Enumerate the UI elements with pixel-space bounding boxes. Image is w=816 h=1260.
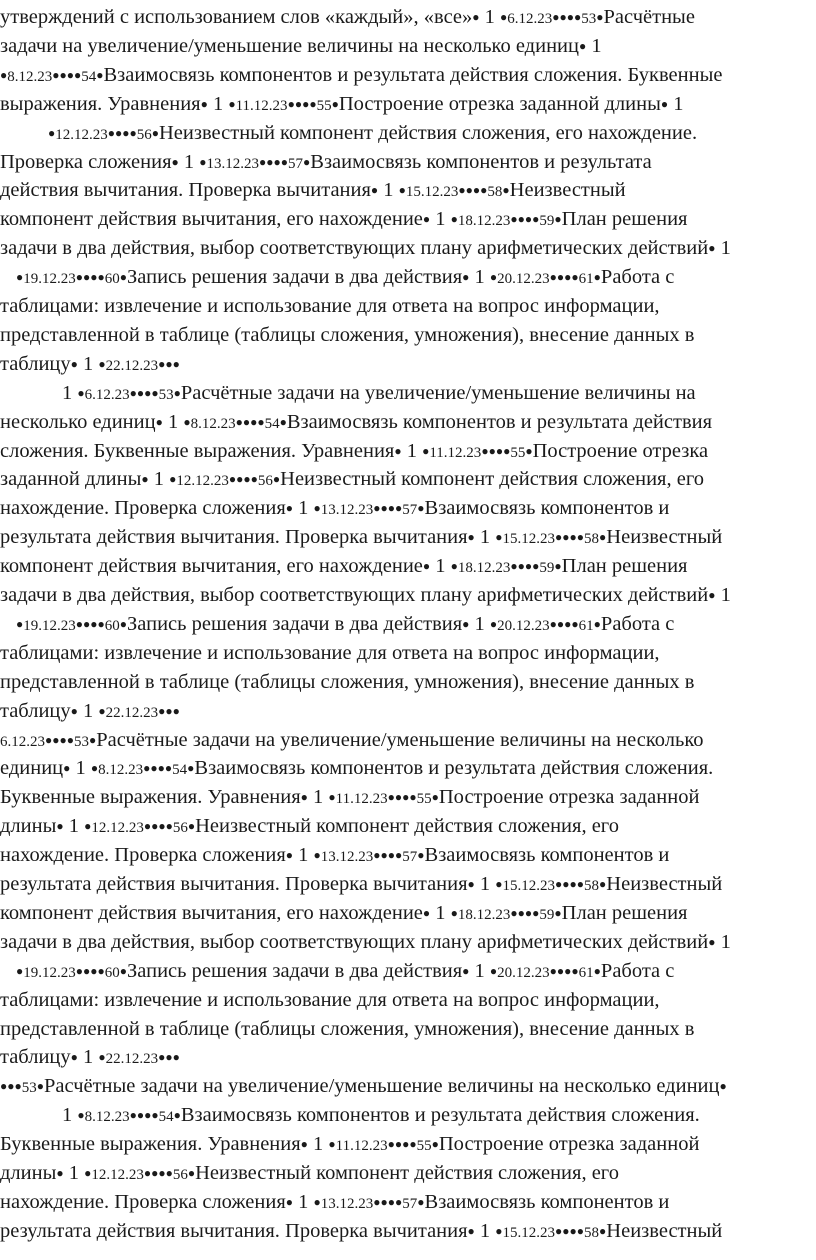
bullet: ●: [458, 183, 466, 198]
bullet: ●: [380, 501, 388, 516]
document-line: Буквенные выражения. Уравнения● 1 ●11.12.23●●●●55●Построение отрезка заданной: [0, 786, 700, 809]
bullet: ●: [387, 501, 396, 516]
bullet: ●: [564, 270, 572, 285]
bullet: ●: [200, 96, 208, 111]
bullet: ●: [481, 443, 489, 458]
bullet: ●: [164, 761, 173, 776]
bullet: ●: [562, 1223, 570, 1238]
document-line: таблицами: извлечение и использование для ответа на вопрос информации,: [0, 988, 660, 1011]
bullet: ●: [599, 1223, 607, 1238]
bullet: ●: [70, 1050, 78, 1065]
bullet: ●: [417, 1194, 425, 1209]
bullet: ●: [75, 963, 83, 978]
document-line: таблицу● 1 ●22.12.23●●●: [0, 352, 180, 375]
bullet: ●: [98, 1050, 106, 1065]
document-line: 1 ●6.12.23●●●●53●Расчётные задачи на увеличение/уменьшение величины на: [62, 381, 696, 404]
bullet: ●: [554, 559, 562, 574]
bullet: ●: [576, 530, 585, 545]
bullet: ●: [571, 963, 579, 978]
document-line: таблицу● 1 ●22.12.23●●●: [0, 699, 180, 722]
document-line: компонент действия вычитания, его нахождение● 1 ●18.12.23●●●●59●План решения: [0, 555, 688, 578]
bullet: ●: [187, 1166, 196, 1180]
bullet: ●: [380, 1194, 388, 1209]
bullet: ●: [165, 356, 173, 371]
document-line: таблицами: извлечение и использование для ответа на вопрос информации,: [0, 295, 660, 317]
bullet: ●: [331, 96, 339, 111]
bullet: ●: [129, 125, 137, 140]
bullet: ●: [280, 154, 289, 169]
bullet: ●: [719, 1079, 727, 1094]
bullet: ●: [236, 472, 244, 487]
bullet: ●: [489, 963, 498, 978]
bullet: ●: [63, 761, 71, 776]
bullet: ●: [660, 96, 669, 111]
bullet: ●: [417, 501, 425, 516]
document-line: компонент действия вычитания, его нахождение● 1 ●18.12.23●●●●59●План решения: [0, 901, 688, 924]
document-line: 1 ●8.12.23●●●●54●Взаимосвязь компонентов и результата действия сложения.: [62, 1104, 700, 1127]
document-line: ●12.12.23●●●●56●Неизвестный компонент действия сложения, его нахождение.: [48, 121, 698, 144]
bullet: ●: [395, 1194, 403, 1209]
bullet: ●: [66, 67, 74, 82]
bullet: ●: [524, 905, 533, 920]
bullet: ●: [0, 67, 8, 82]
bullet: ●: [56, 819, 64, 834]
bullet: ●: [574, 10, 582, 24]
bullet: ●: [422, 905, 431, 920]
bullet: ●: [373, 1194, 381, 1209]
bullet: ●: [97, 616, 105, 631]
bullet: ●: [66, 732, 74, 747]
bullet: ●: [158, 1166, 166, 1180]
bullet: ●: [89, 732, 97, 747]
bullet: ●: [569, 877, 577, 891]
bullet: ●: [556, 963, 565, 978]
bullet: ●: [187, 819, 196, 834]
bullet: ●: [119, 270, 127, 285]
bullet: ●: [462, 616, 470, 631]
bullet: ●: [555, 877, 563, 891]
bullet: ●: [151, 1108, 159, 1123]
bullet: ●: [576, 877, 585, 891]
bullet: ●: [431, 1137, 439, 1152]
bullet: ●: [387, 790, 395, 805]
bullet: ●: [52, 67, 60, 82]
bullet: ●: [422, 443, 430, 458]
bullet: ●: [465, 183, 473, 198]
bullet: ●: [52, 732, 60, 747]
bullet: ●: [373, 501, 381, 516]
bullet: ●: [559, 10, 567, 24]
bullet: ●: [172, 703, 180, 718]
bullet: ●: [313, 501, 321, 516]
bullet: ●: [115, 125, 123, 140]
bullet: ●: [272, 472, 281, 487]
bullet: ●: [450, 559, 458, 574]
bullet: ●: [467, 877, 475, 891]
bullet: ●: [83, 270, 91, 285]
bullet: ●: [143, 1166, 152, 1180]
bullet: ●: [387, 1137, 395, 1152]
bullet: ●: [472, 183, 481, 198]
document-line: нахождение. Проверка сложения● 1 ●13.12.23●●●●57●Взаимосвязь компонентов и: [0, 844, 670, 867]
bullet: ●: [394, 1137, 403, 1152]
document-line: таблицу● 1 ●22.12.23●●●: [0, 1046, 180, 1069]
document-line: задачи в два действия, выбор соответствующих плану арифметических действий● 1: [0, 930, 731, 953]
bullet: ●: [431, 790, 439, 805]
document-line: длины● 1 ●12.12.23●●●●56●Неизвестный компонент действия сложения, его: [0, 815, 619, 838]
document-line: нахождение. Проверка сложения● 1 ●13.12.23●●●●57●Взаимосвязь компонентов и: [0, 497, 670, 520]
bullet: ●: [183, 414, 191, 429]
bullet: ●: [552, 10, 560, 24]
document-line: задачи в два действия, выбор соответствующих плану арифметических действий● 1: [0, 584, 731, 606]
bullet: ●: [187, 761, 195, 776]
bullet: ●: [257, 414, 265, 429]
bullet: ●: [467, 1223, 475, 1238]
bullet: ●: [489, 616, 498, 631]
bullet: ●: [517, 559, 525, 574]
bullet: ●: [495, 1223, 503, 1238]
bullet: ●: [300, 1137, 308, 1152]
bullet: ●: [495, 877, 503, 891]
bullet: ●: [409, 790, 417, 805]
bullet: ●: [302, 96, 310, 111]
bullet: ●: [555, 1223, 563, 1238]
bullet: ●: [596, 10, 604, 24]
bullet: ●: [556, 616, 565, 631]
bullet: ●: [578, 38, 587, 53]
bullet: ●: [171, 154, 179, 169]
bullet: ●: [480, 183, 488, 198]
bullet: ●: [97, 270, 105, 285]
bullet: ●: [45, 732, 53, 747]
bullet: ●: [462, 270, 470, 285]
bullet: ●: [90, 270, 98, 285]
bullet: ●: [525, 443, 533, 458]
bullet: ●: [566, 10, 575, 24]
bullet: ●: [395, 501, 403, 516]
bullet: ●: [489, 270, 498, 285]
bullet: ●: [90, 761, 99, 776]
document-line: задачи в два действия, выбор соответствующих плану арифметических действий● 1: [0, 237, 731, 260]
bullet: ●: [524, 212, 533, 227]
document-line: компонент действия вычитания, его нахождение● 1 ●18.12.23●●●●59●План решения: [0, 208, 688, 231]
bullet: ●: [502, 183, 510, 198]
bullet: ●: [285, 1194, 294, 1209]
document-line: ●8.12.23●●●●54●Взаимосвязь компонентов и результата действия сложения. Буквенные: [0, 63, 723, 86]
bullet: ●: [84, 1166, 92, 1180]
document-line: сложения. Буквенные выражения. Уравнения● 1 ●11.12.23●●●●55●Построение отрезка: [0, 439, 709, 462]
bullet: ●: [266, 154, 274, 169]
bullet: ●: [165, 1166, 173, 1180]
bullet: ●: [250, 414, 258, 429]
bullet: ●: [75, 270, 83, 285]
bullet: ●: [250, 472, 258, 487]
bullet: ●: [59, 732, 67, 747]
document-line: нахождение. Проверка сложения● 1 ●13.12.23●●●●57●Взаимосвязь компонентов и: [0, 1190, 670, 1213]
bullet: ●: [59, 67, 67, 82]
bullet: ●: [387, 848, 396, 863]
bullet: ●: [510, 905, 518, 920]
document-line: 6.12.23●●●●53●Расчётные задачи на увеличение/уменьшение величины на несколько: [0, 728, 704, 751]
bullet: ●: [96, 67, 104, 82]
bullet: ●: [564, 616, 572, 631]
bullet: ●: [119, 616, 127, 631]
bullet: ●: [228, 96, 236, 111]
bullet: ●: [173, 1108, 181, 1123]
bullet: ●: [708, 241, 716, 256]
bullet: ●: [75, 616, 83, 631]
document-line: результата действия вычитания. Проверка вычитания● 1 ●15.12.23●●●●58●Неизвестный: [0, 1219, 723, 1242]
bullet: ●: [157, 761, 165, 776]
bullet: ●: [158, 356, 166, 371]
bullet: ●: [564, 963, 572, 978]
bullet: ●: [16, 616, 24, 631]
bullet: ●: [165, 703, 173, 718]
bullet: ●: [409, 1137, 417, 1152]
bullet: ●: [98, 356, 106, 371]
bullet: ●: [36, 1079, 44, 1094]
bullet: ●: [495, 530, 503, 545]
bullet: ●: [450, 905, 458, 920]
bullet: ●: [387, 1194, 396, 1209]
bullet: ●: [524, 559, 533, 574]
bullet: ●: [172, 1050, 180, 1065]
bullet: ●: [136, 385, 145, 400]
bullet: ●: [394, 443, 402, 458]
document-line: ●●●53●Расчётные задачи на увеличение/уменьшение величины на несколько единиц●: [0, 1075, 727, 1098]
bullet: ●: [556, 270, 565, 285]
bullet: ●: [169, 472, 177, 487]
bullet: ●: [16, 270, 24, 285]
document-line: ●19.12.23●●●●60●Запись решения задачи в два действия● 1 ●20.12.23●●●●61●Работа с: [16, 612, 675, 635]
bullet: ●: [593, 270, 601, 285]
document-line: ●19.12.23●●●●60●Запись решения задачи в два действия● 1 ●20.12.23●●●●61●Работа с: [16, 959, 675, 982]
bullet: ●: [172, 356, 180, 371]
bullet: ●: [562, 530, 570, 545]
bullet: ●: [380, 848, 388, 863]
bullet: ●: [309, 96, 317, 111]
bullet: ●: [74, 67, 82, 82]
bullet: ●: [155, 414, 163, 429]
bullet: ●: [417, 848, 425, 863]
document-line: несколько единиц● 1 ●8.12.23●●●●54●Взаимосвязь компонентов и результата действия: [0, 410, 713, 433]
bullet: ●: [129, 385, 137, 400]
bullet: ●: [402, 790, 410, 805]
bullet: ●: [373, 848, 381, 863]
bullet: ●: [141, 472, 149, 487]
document-line: результата действия вычитания. Проверка вычитания● 1 ●15.12.23●●●●58●Неизвестный: [0, 526, 723, 549]
bullet: ●: [158, 703, 166, 718]
document-line: представленной в таблице (таблицы сложения, умножения), внесение данных в: [0, 323, 695, 346]
document-line: действия вычитания. Проверка вычитания● 1 ●15.12.23●●●●58●Неизвестный: [0, 179, 626, 202]
bullet: ●: [394, 790, 403, 805]
bullet: ●: [143, 761, 151, 776]
bullet: ●: [287, 96, 295, 111]
document-line: задачи на увеличение/уменьшение величины на несколько единиц● 1: [0, 34, 602, 57]
bullet: ●: [500, 10, 508, 24]
bullet: ●: [593, 616, 601, 631]
bullet: ●: [569, 530, 577, 545]
bullet: ●: [165, 819, 173, 834]
document-line: ●19.12.23●●●●60●Запись решения задачи в два действия● 1 ●20.12.23●●●●61●Работа с: [16, 266, 675, 289]
bullet: ●: [151, 385, 159, 400]
bullet: ●: [708, 588, 716, 602]
document-line: единиц● 1 ●8.12.23●●●●54●Взаимосвязь компонентов и результата действия сложения.: [0, 757, 714, 780]
bullet: ●: [532, 559, 540, 574]
bullet: ●: [554, 905, 562, 920]
bullet: ●: [313, 848, 321, 863]
bullet: ●: [467, 530, 475, 545]
document-line: результата действия вычитания. Проверка вычитания● 1 ●15.12.23●●●●58●Неизвестный: [0, 873, 723, 895]
bullet: ●: [422, 559, 431, 574]
bullet: ●: [571, 616, 579, 631]
bullet: ●: [462, 963, 470, 978]
bullet: ●: [84, 819, 92, 834]
bullet: ●: [151, 125, 159, 140]
bullet: ●: [107, 125, 115, 140]
bullet: ●: [273, 154, 281, 169]
bullet: ●: [285, 501, 294, 516]
bullet: ●: [83, 616, 91, 631]
bullet: ●: [16, 963, 24, 978]
bullet: ●: [136, 1108, 145, 1123]
bullet: ●: [532, 905, 540, 920]
bullet: ●: [199, 154, 207, 169]
bullet: ●: [370, 183, 379, 198]
bullet: ●: [77, 385, 85, 400]
bullet: ●: [98, 703, 106, 718]
document-line: заданной длины● 1 ●12.12.23●●●●56●Неизвестный компонент действия сложения, его: [0, 468, 704, 491]
bullet: ●: [144, 385, 152, 400]
document-line: представленной в таблице (таблицы сложения, умножения), внесение данных в: [0, 670, 695, 693]
bullet: ●: [569, 1223, 577, 1238]
bullet: ●: [70, 356, 78, 371]
bullet: ●: [555, 530, 563, 545]
bullet: ●: [259, 154, 267, 169]
bullet: ●: [14, 1079, 22, 1094]
bullet: ●: [158, 1050, 166, 1065]
bullet: ●: [90, 963, 98, 978]
bullet: ●: [599, 877, 607, 891]
bullet: ●: [422, 212, 431, 227]
bullet: ●: [77, 1108, 85, 1123]
bullet: ●: [83, 963, 91, 978]
bullet: ●: [144, 1108, 152, 1123]
bullet: ●: [158, 819, 166, 834]
bullet: ●: [571, 270, 579, 285]
bullet: ●: [300, 790, 308, 805]
bullet: ●: [165, 1050, 173, 1065]
bullet: ●: [235, 414, 243, 429]
bullet: ●: [129, 1108, 137, 1123]
bullet: ●: [70, 703, 78, 718]
bullet: ●: [143, 819, 152, 834]
bullet: ●: [517, 212, 525, 227]
bullet: ●: [549, 616, 557, 631]
bullet: ●: [472, 10, 480, 24]
bullet: ●: [150, 761, 158, 776]
bullet: ●: [708, 934, 716, 949]
document-line: представленной в таблице (таблицы сложения, умножения), внесение данных в: [0, 1017, 695, 1040]
bullet: ●: [7, 1079, 15, 1094]
bullet: ●: [0, 1079, 8, 1094]
bullet: ●: [97, 963, 105, 978]
bullet: ●: [510, 212, 518, 227]
bullet: ●: [151, 1166, 159, 1180]
bullet: ●: [303, 154, 311, 169]
document-line: Буквенные выражения. Уравнения● 1 ●11.12.23●●●●55●Построение отрезка заданной: [0, 1133, 700, 1156]
bullet: ●: [243, 472, 251, 487]
bullet: ●: [402, 1137, 410, 1152]
bullet: ●: [285, 848, 294, 863]
bullet: ●: [395, 848, 403, 863]
bullet: ●: [510, 559, 518, 574]
bullet: ●: [90, 616, 98, 631]
bullet: ●: [554, 212, 562, 227]
bullet: ●: [119, 963, 127, 978]
bullet: ●: [549, 270, 557, 285]
bullet: ●: [576, 1223, 585, 1238]
bullet: ●: [294, 96, 303, 111]
document-line: утверждений с использованием слов «каждый», «все»● 1 ●6.12.23●●●●53●Расчётные: [0, 6, 695, 28]
bullet: ●: [151, 819, 159, 834]
document-line: выражения. Уравнения● 1 ●11.12.23●●●●55●Построение отрезка заданной длины● 1: [0, 92, 684, 115]
document-line: длины● 1 ●12.12.23●●●●56●Неизвестный компонент действия сложения, его: [0, 1162, 619, 1184]
bullet: ●: [48, 125, 56, 140]
bullet: ●: [599, 530, 607, 545]
document-line: Проверка сложения● 1 ●13.12.23●●●●57●Взаимосвязь компонентов и результата: [0, 150, 652, 173]
bullet: ●: [122, 125, 130, 140]
bullet: ●: [549, 963, 557, 978]
bullet: ●: [450, 212, 458, 227]
bullet: ●: [398, 183, 406, 198]
bullet: ●: [593, 963, 601, 978]
bullet: ●: [279, 414, 287, 429]
bullet: ●: [56, 1166, 64, 1180]
document-line: таблицами: извлечение и использование для ответа на вопрос информации,: [0, 641, 660, 664]
bullet: ●: [495, 443, 504, 458]
bullet: ●: [328, 1137, 336, 1152]
bullet: ●: [503, 443, 511, 458]
bullet: ●: [328, 790, 336, 805]
bullet: ●: [488, 443, 496, 458]
bullet: ●: [562, 877, 570, 891]
bullet: ●: [517, 905, 525, 920]
bullet: ●: [313, 1194, 321, 1209]
bullet: ●: [532, 212, 540, 227]
bullet: ●: [242, 414, 251, 429]
bullet: ●: [173, 385, 181, 400]
bullet: ●: [228, 472, 237, 487]
